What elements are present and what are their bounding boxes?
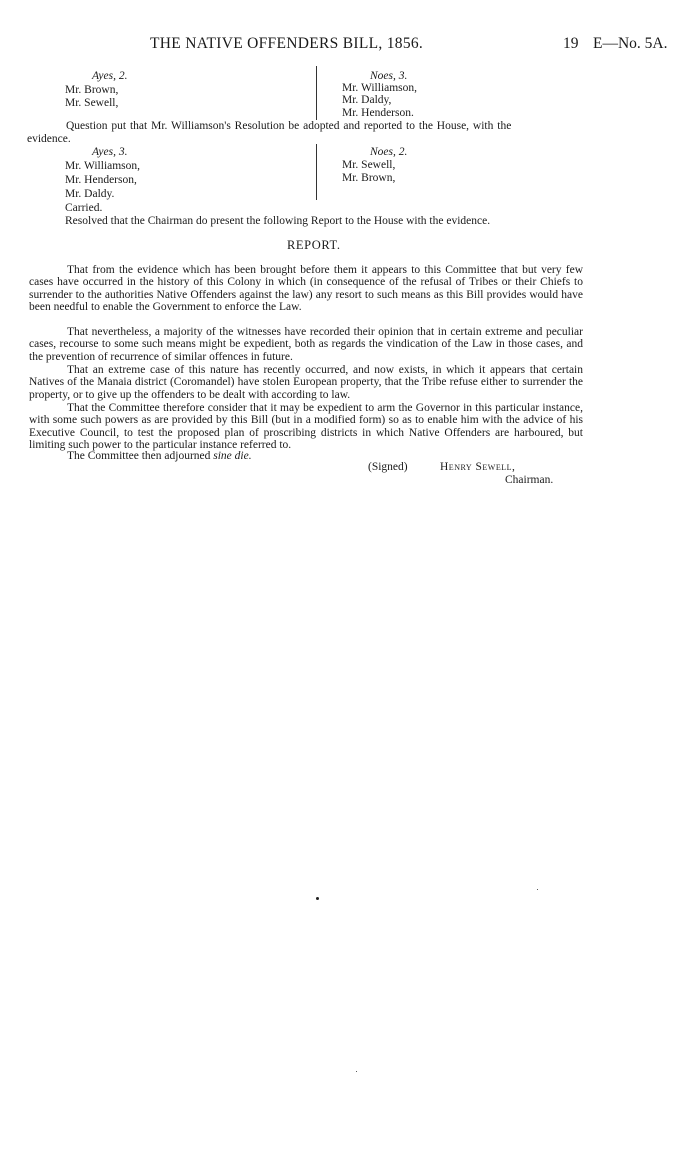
division1-noes-label: Noes, 3.	[370, 70, 408, 82]
division2-noes-label: Noes, 2.	[370, 146, 408, 158]
division1-ayes-label: Ayes, 2.	[92, 70, 128, 82]
division2-aye-member: Mr. Williamson,	[65, 160, 141, 172]
report-paragraph-text: That nevertheless, a majority of the witnesses have recorded their opinion that in certain extreme and peculiar cases, recourse to some such means might be expedient, both as regards the vindication of the Law in those cases, and the prevention of recurrence of similar offences in future.	[29, 326, 583, 363]
page-number: 19	[563, 35, 579, 52]
paper-reference: E—No. 5A.	[593, 35, 668, 52]
scan-speck	[356, 1071, 357, 1072]
division2-no-member: Mr. Sewell,	[342, 159, 396, 171]
carried-note: Carried.	[65, 202, 103, 214]
report-paragraph	[29, 364, 583, 401]
report-paragraph	[29, 402, 583, 452]
adjournment-italic: sine die.	[213, 450, 252, 462]
division1-aye-member: Mr. Brown,	[65, 84, 119, 96]
running-title: THE NATIVE OFFENDERS BILL, 1856.	[150, 35, 424, 52]
signatory-title: Chairman.	[505, 474, 554, 486]
division2-ayes-label: Ayes, 3.	[92, 146, 128, 158]
report-paragraph	[29, 326, 583, 363]
adjournment-line	[67, 450, 252, 462]
division2-aye-member: Mr. Henderson,	[65, 174, 137, 186]
scan-speck	[537, 889, 538, 890]
report-paragraph-text: That from the evidence which has been brought before them it appears to this Committee that but very few cases have occurred in the history of this Colony in which (in consequence of the refusal of Tribes or their Chiefs to surrender to the authorities Native Offenders against the law) any resort to such means as this Bill provides would have been needful to enable the Government to enforce the Law.	[29, 264, 583, 314]
column-divider	[316, 144, 317, 200]
report-heading: REPORT.	[287, 238, 341, 252]
signatory-name: Henry Sewell,	[440, 461, 516, 473]
division1-no-member: Mr. Williamson,	[342, 82, 418, 94]
report-paragraph-text: That an extreme case of this nature has recently occurred, and now exists, in which it appears that certain Natives of the Manaia district (Coromandel) have stolen European property, that the Tribe refuse either to surrender the property, or to give up the offenders to be dealt with according to law.	[29, 364, 583, 401]
column-divider	[316, 66, 317, 120]
division1-no-member: Mr. Daldy,	[342, 94, 392, 106]
report-paragraph-text: That the Committee therefore consider that it may be expedient to arm the Governor in this particular instance, with some such powers as are provided by this Bill (but in a modified form) so as to enable him with the advice of his Executive Council, to test the proposed plan of proscribing districts in which Native Offenders are harboured, but limiting such power to the particular instance referred to.	[29, 402, 583, 452]
adjournment-text: The Committee then adjourned	[67, 450, 214, 462]
division2-aye-member: Mr. Daldy.	[65, 188, 115, 200]
resolution-text: Resolved that the Chairman do present the following Report to the House with the evidence.	[65, 215, 491, 227]
report-paragraph	[29, 264, 583, 314]
question-text-continued: evidence.	[27, 133, 71, 145]
question-text: Question put that Mr. Williamson's Resolution be adopted and reported to the House, with the	[66, 120, 512, 132]
division2-no-member: Mr. Brown,	[342, 172, 396, 184]
scan-speck	[316, 897, 319, 900]
division1-aye-member: Mr. Sewell,	[65, 97, 119, 109]
division1-no-member: Mr. Henderson.	[342, 107, 414, 119]
signed-label: (Signed)	[368, 461, 408, 473]
